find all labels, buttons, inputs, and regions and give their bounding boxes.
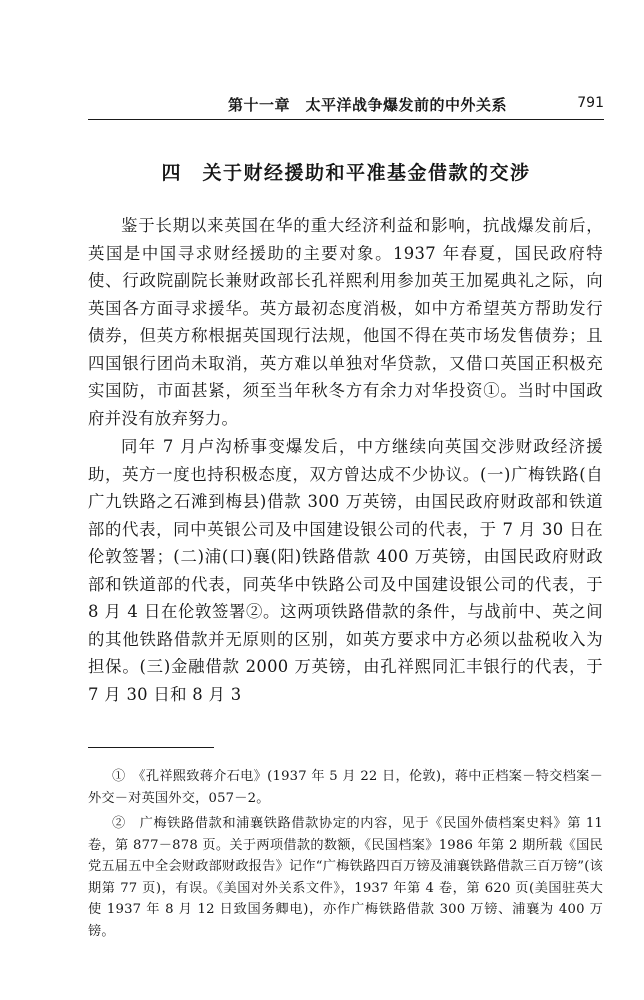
header-rule bbox=[88, 119, 604, 120]
body-text bbox=[88, 212, 603, 709]
section-title: 四 关于财经援助和平准基金借款的交涉 bbox=[161, 162, 531, 184]
paragraph: 鉴于长期以来英国在华的重大经济利益和影响，抗战爆发前后，英国是中国寻求财经援助的主要对象。1937 年春夏，国民政府特使、行政院副院长兼财政部长孔祥熙利用参加英王加冕典礼之际，向英国各方面寻求援华。英方最初态度消极，如中方希望英方帮助发行债券，但英方称根据英国现行法规，他国不得在英市场发售债券；且四国银行团尚未取消，英方难以单独对华贷款，又借口英国正积极充实国防，市面甚紧，须至当年秋冬方有余力对华投资①。当时中国政府并没有放弃努力。 bbox=[88, 216, 603, 428]
page-number: 791 bbox=[577, 95, 604, 111]
footnote: ① 《孔祥熙致蒋介石电》(1937 年 5 月 22 日，伦敦)，蒋中正档案－特交档案－外交－对英国外交，057－2。 bbox=[88, 769, 603, 806]
chapter-title: 第十一章 太平洋战争爆发前的中外关系 bbox=[228, 96, 508, 114]
running-header bbox=[88, 94, 604, 116]
footnote: ② 广梅铁路借款和浦襄铁路借款协定的内容，见于《民国外债档案史料》第 11 卷，第 877－878 页。关于两项借款的数额，《民国档案》1986 年第 2 期所载《国民党五届五中全会财政部财政报告》记作“广梅铁路四百万镑及浦襄铁路借款三百万镑”(该期第 77 页)，有误。《美国对外关系文件》，1937 年第 4 卷，第 620 页(美国驻英大使 1937 年 8 月 12 日致国务卿电)，亦作广梅铁路借款 300 万镑、浦襄为 400 万镑。 bbox=[88, 816, 603, 939]
footnote-rule bbox=[88, 747, 214, 748]
footnotes bbox=[88, 766, 603, 946]
paragraph: 同年 7 月卢沟桥事变爆发后，中方继续向英国交涉财政经济援助，英方一度也持积极态度，双方曾达成不少协议。(一)广梅铁路(自广九铁路之石滩到梅县)借款 300 万英镑，由国民政府财政部和铁道部的代表，同中英银公司及中国建设银公司的代表，于 7 月 30 日在伦敦签署；(二)浦(口)襄(阳)铁路借款 400 万英镑，由国民政府财政部和铁道部的代表，同英华中铁路公司及中国建设银公司的代表，于 8 月 4 日在伦敦签署②。这两项铁路借款的条件，与战前中、英之间的其他铁路借款并无原则的区别，如英方要求中方必须以盐税收入为担保。(三)金融借款 2000 万英镑，由孔祥熙同汇丰银行的代表，于 7 月 30 日和 8 月 3 bbox=[88, 437, 603, 704]
